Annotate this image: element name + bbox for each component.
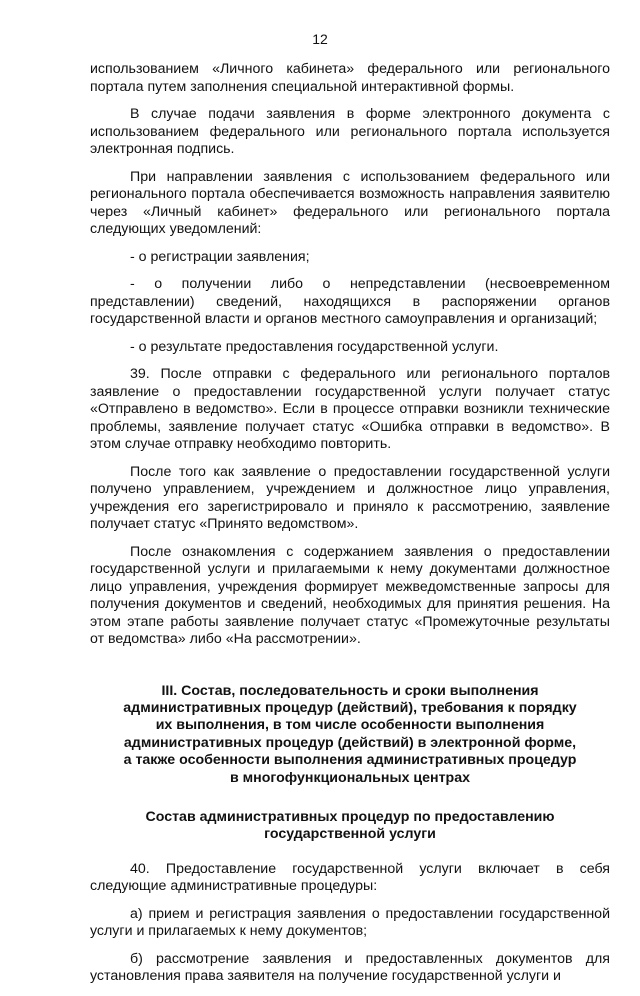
paragraph: - о результате предоставления государственной услуги. [130,338,499,355]
paragraph: После того как заявление о предоставлении государственной услуги получено управлением, учреждением и должностное лицо управления, учреждения его зарегистрировало и приняло к рассмотрению, заявление получает статус «Принято ведомством». [90,463,610,532]
page-number: 12 [312,31,328,47]
heading-line: в многофункциональных центрах [230,769,470,786]
heading-line: Состав административных процедур по предоставлению [145,808,555,825]
document-body [90,61,610,996]
heading-line: их выполнения, в том числе особенности выполнения [155,717,545,734]
paragraph: б) рассмотрение заявления и предоставленных документов для установления права заявителя на получение государственной услуги и [90,950,610,985]
paragraphs-bottom [90,861,610,986]
paragraph: В случае подачи заявления в форме электронного документа с использованием федерального или регионального портала используется электронная подпись. [90,106,610,157]
heading-line: а также особенности выполнения административных процедур [123,752,577,769]
paragraph: - о получении либо о непредставлении (несвоевременном представлении) сведений, находящихся в распоряжении органов государственной власти и органов местного самоуправления и организаций; [90,276,610,327]
heading-line: административных процедур (действий), требования к порядку [123,699,577,716]
paragraph: а) прием и регистрация заявления о предоставлении государственной услуги и прилагаемых к нему документов; [90,905,610,940]
paragraph: - о регистрации заявления; [130,248,310,265]
heading-line: административных процедур (действий) в электронной форме, [123,734,577,751]
heading-line: III. Состав, последовательность и сроки выполнения [161,682,539,699]
paragraph: 39. После отправки с федерального или регионального порталов заявление о предоставлении государственной услуги получает статус «Отправлено в ведомство». Если в процессе отправки возникли технические проблемы, заявление получает статус «Ошибка отправки в ведомство». В этом случае отправку необходимо повторить. [90,366,610,452]
heading-line: государственной услуги [264,826,436,843]
paragraph: 40. Предоставление государственной услуги включает в себя следующие административные процедуры: [90,860,610,895]
section-heading [90,683,610,787]
paragraph: При направлении заявления с использованием федерального или регионального портала обеспечивается возможность направления заявителю через «Личный кабинет» федерального или регионального портала следующих уведомлений: [90,168,610,237]
subsection-heading [90,809,610,844]
paragraph: использованием «Личного кабинета» федерального или регионального портала путем заполнения специальной интерактивной формы. [90,61,610,95]
paragraph: После ознакомления с содержанием заявления о предоставлении государственной услуги и прилагаемыми к нему документами должностное лицо управления, учреждения формирует межведомственные запросы для получения документов и сведений, необходимых для принятия решения. На этом этапе работы заявление получает статус «Промежуточные результаты от ведомства» либо «На рассмотрении». [90,543,610,647]
paragraphs-top [90,61,610,649]
